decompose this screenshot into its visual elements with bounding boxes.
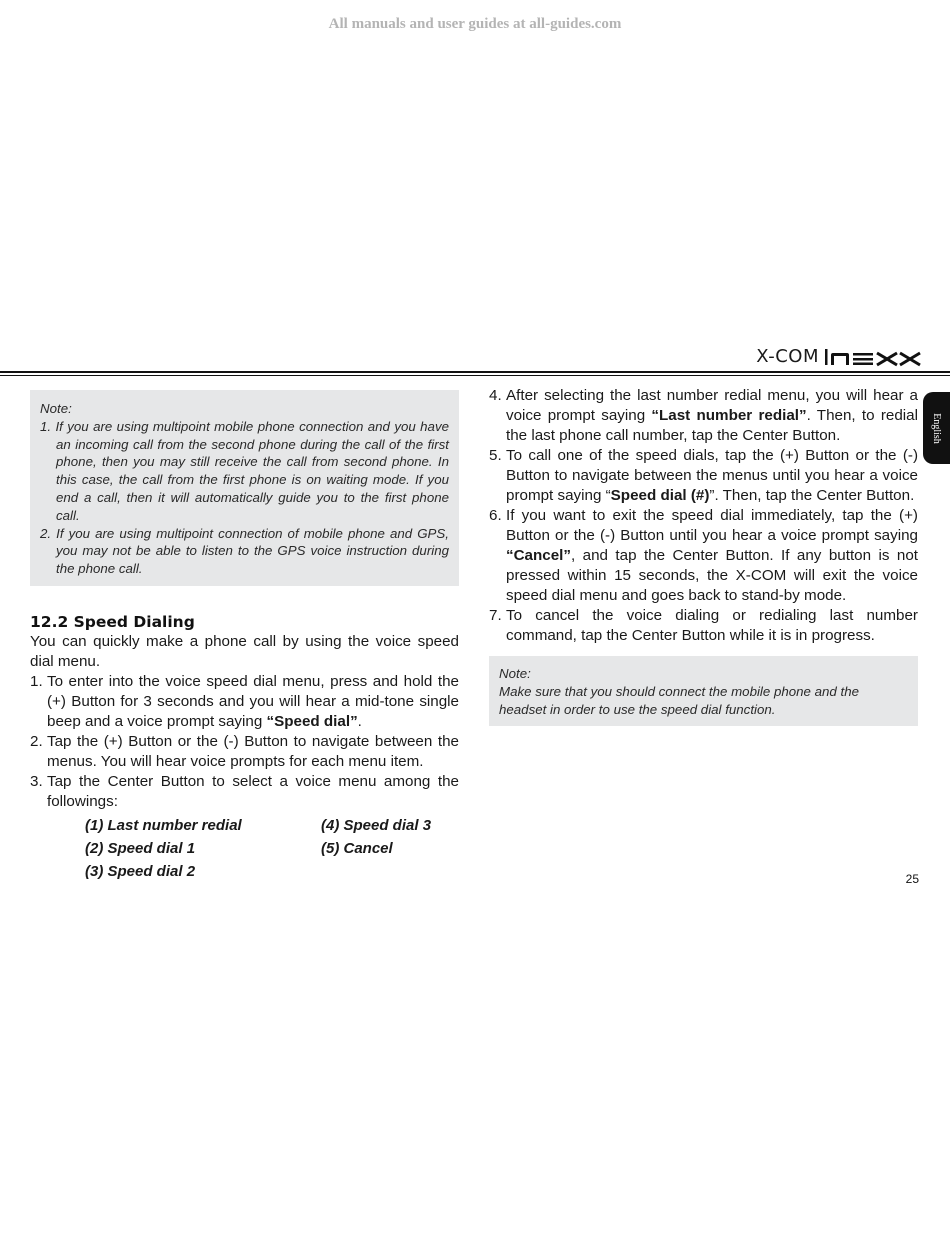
menu-item-speed-dial-2: (3) Speed dial 2 — [85, 862, 196, 880]
menu-item-speed-dial-3: (4) Speed dial 3 — [321, 816, 432, 834]
left-column — [30, 390, 459, 882]
note-title: Note: — [499, 666, 531, 681]
watermark: All manuals and user guides at all-guides.com — [328, 16, 622, 32]
header-rule-thick — [0, 371, 950, 373]
note-list — [40, 418, 449, 578]
step-7: 7. To cancel the voice dialing or redialing last number command, tap the Center Button while it is in progress. — [489, 607, 918, 644]
step-3: 3. Tap the Center Button to select a voice menu among the followings: — [30, 772, 459, 810]
menu-item-speed-dial-1: (2) Speed dial 1 — [85, 839, 196, 857]
steps-list-left — [30, 672, 459, 812]
right-column — [489, 386, 918, 726]
note-item: 2. If you are using multipoint connection of mobile phone and GPS, you may not be able to listen to the GPS voice instruction during the phone call. — [40, 525, 449, 577]
step-5: 5. To call one of the speed dials, tap the (+) Button or the (-) Button to navigate between the menus until you hear a voice prompt saying “Speed dial (#)”. Then, tap the Center Button. — [489, 447, 918, 504]
product-name: X-COM — [756, 346, 819, 367]
note-box-speed-dial — [489, 656, 918, 726]
step-1: 1. To enter into the voice speed dial menu, press and hold the (+) Button for 3 seconds and you will hear a mid-tone single beep and a voice prompt saying “Speed dial”. — [30, 672, 459, 730]
section-heading: 12.2 Speed Dialing — [30, 612, 195, 631]
language-label: English — [931, 412, 942, 444]
step-4: 4. After selecting the last number redial menu, you will hear a voice prompt saying “Last number redial”. Then, to redial the last phone call number, tap the Center Button. — [489, 387, 918, 444]
note-item: 1. If you are using multipoint mobile phone connection and you have an incoming call from the second phone during the call of the first phone, then you may still receive the call from second phone. In this case, the call from the first phone is on waiting mode. If you end a call, then it will automatically guide you to the first phone call. — [40, 418, 449, 523]
section-intro: You can quickly make a phone call by using the voice speed dial menu. — [30, 632, 459, 670]
steps-list-right — [489, 386, 918, 646]
brand-header — [756, 346, 921, 367]
menu-item-cancel: (5) Cancel — [321, 839, 393, 857]
step-2: 2. Tap the (+) Button or the (-) Button to navigate between the menus. You will hear voice prompts for each menu item. — [30, 732, 459, 770]
inexx-logo — [825, 347, 921, 367]
header-rule-thin — [0, 375, 950, 376]
step-6: 6. If you want to exit the speed dial immediately, tap the (+) Button or the (-) Button until you hear a voice prompt saying “Cancel”, and tap the Center Button. If any button is not pressed within 15 seconds, the X-COM will exit the voice speed dial menu and goes back to stand-by mode. — [489, 507, 918, 604]
note-text: Make sure that you should connect the mobile phone and the headset in order to use the speed dial function. — [499, 684, 859, 717]
menu-item-last-number-redial: (1) Last number redial — [85, 816, 242, 834]
note-box-multipoint — [30, 390, 459, 586]
note-title: Note: — [40, 401, 72, 416]
page-number: 25 — [905, 872, 919, 886]
language-tab — [923, 392, 950, 464]
voice-menu-list — [85, 816, 459, 882]
